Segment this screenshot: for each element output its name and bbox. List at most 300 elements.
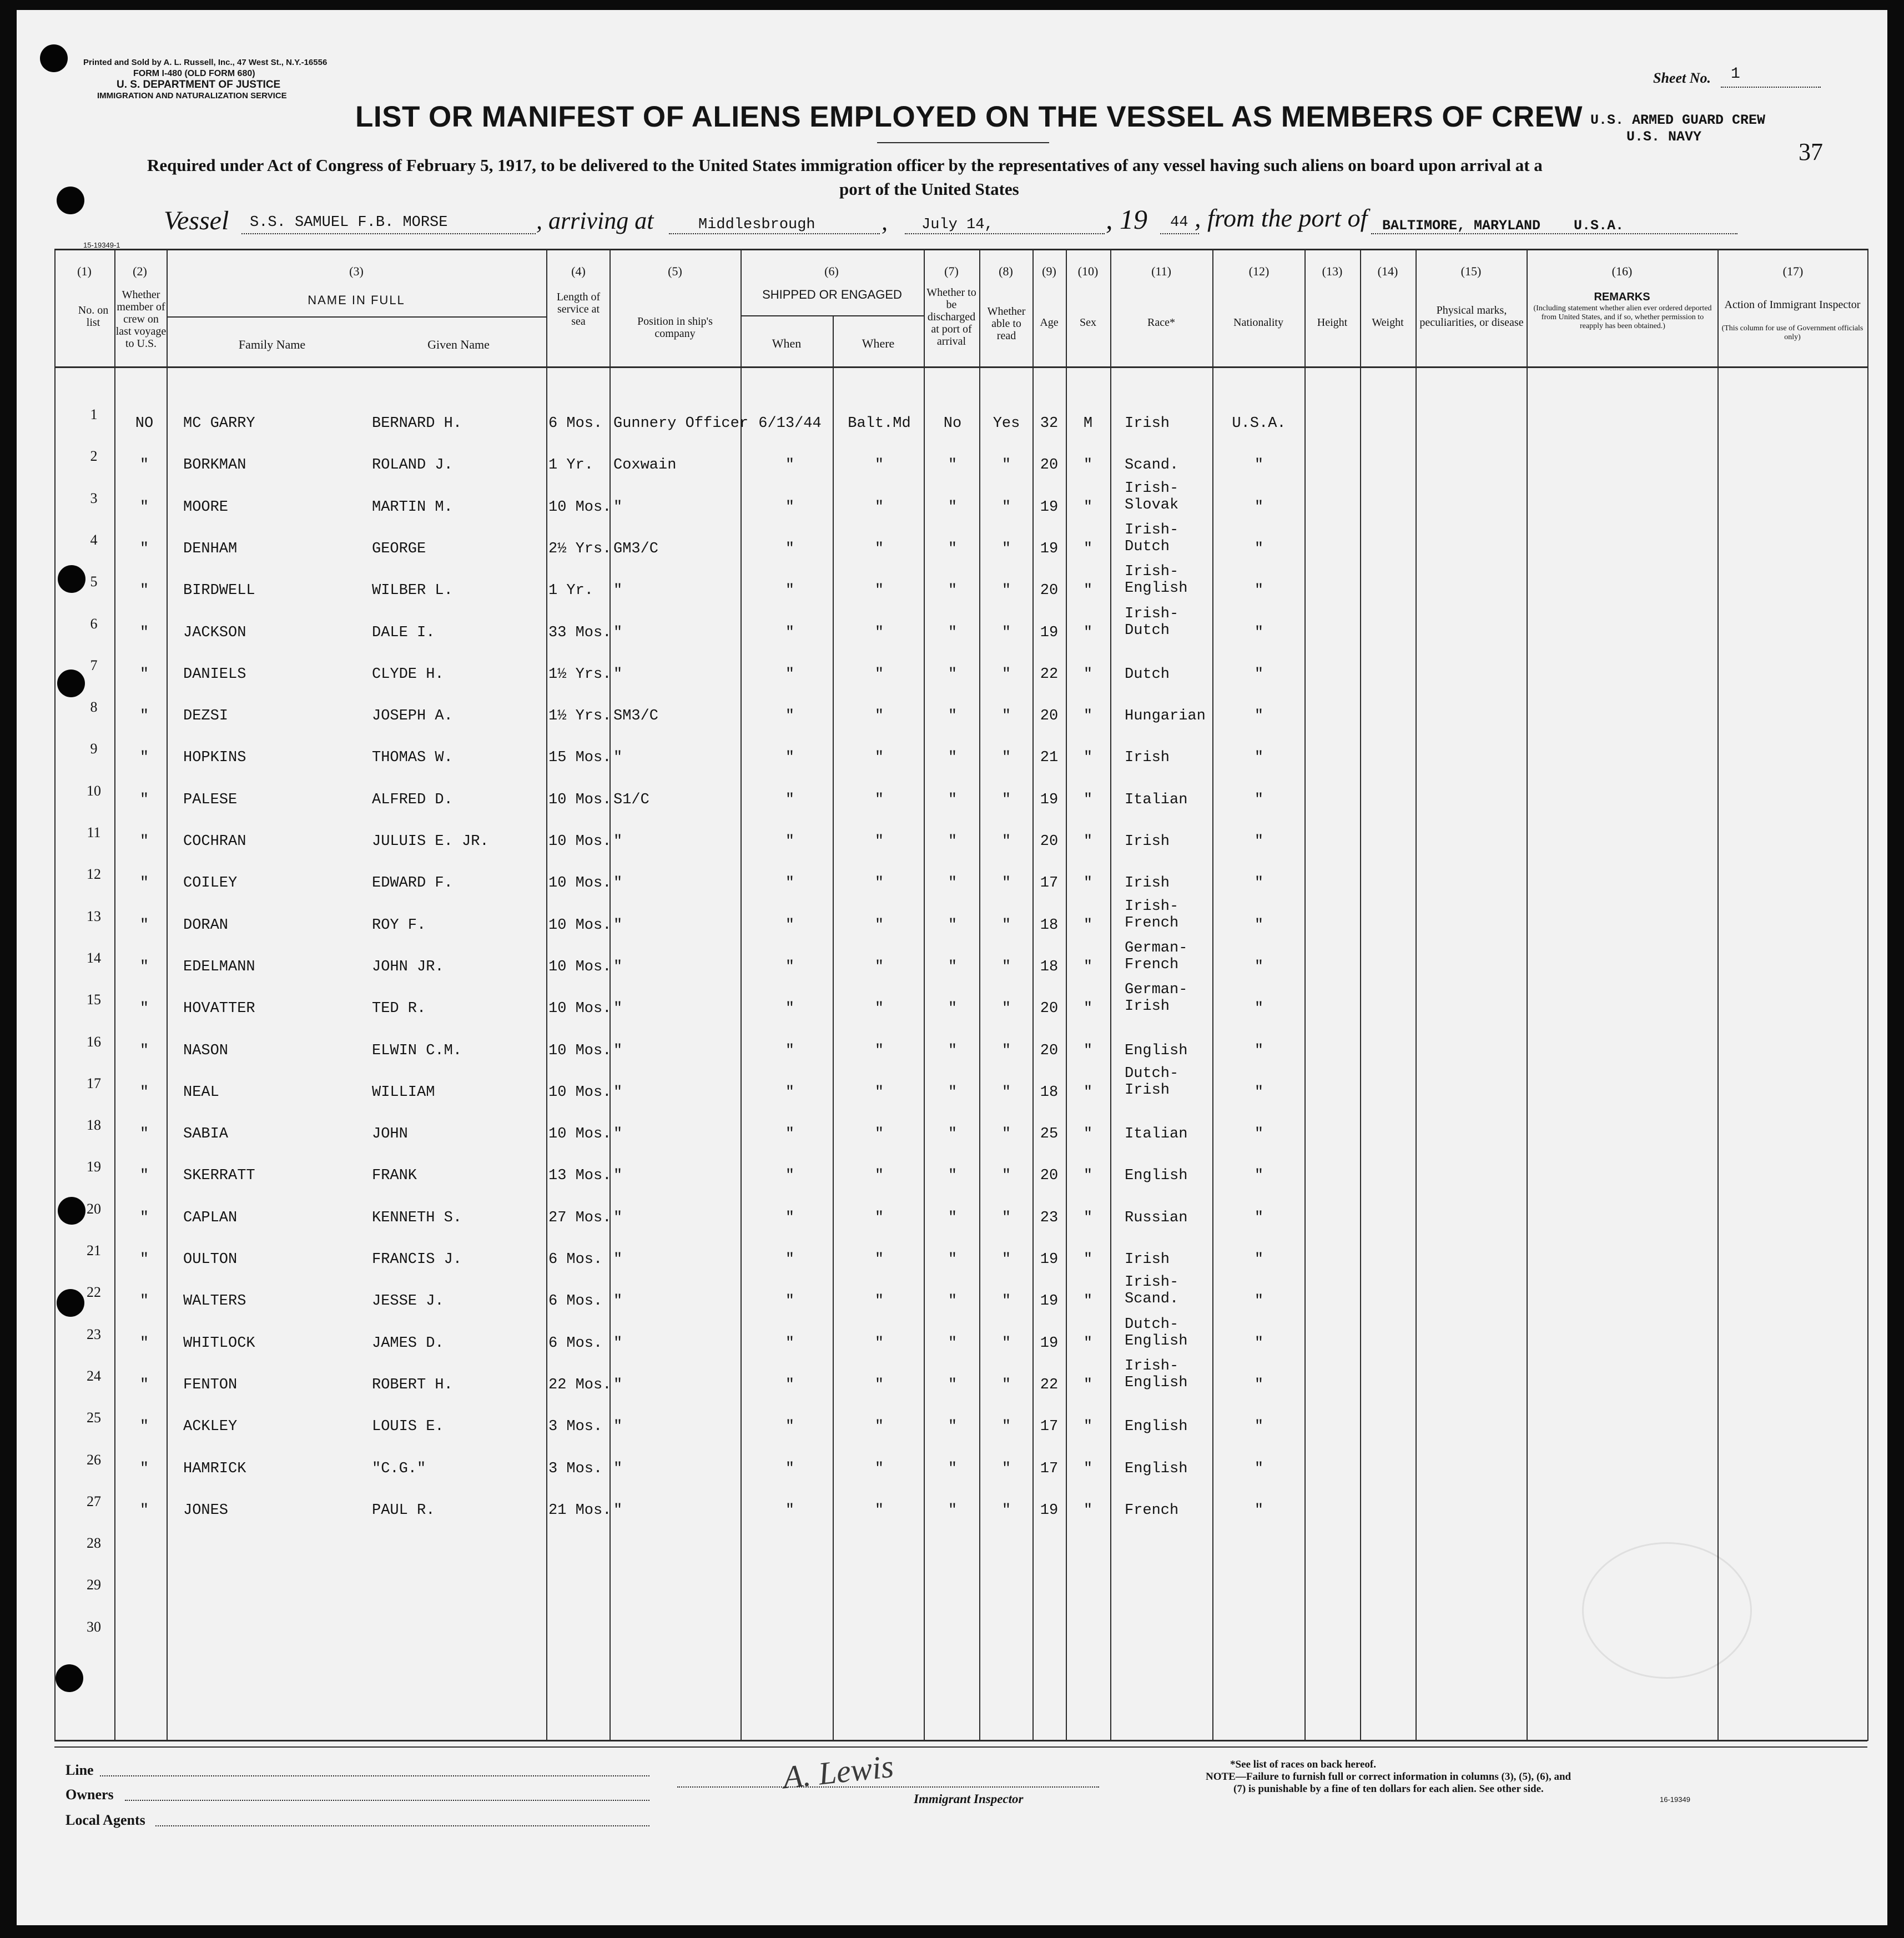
cell-nationality: " <box>1254 625 1264 641</box>
cell-age: 19 <box>1040 541 1059 557</box>
row-number: 10 <box>87 783 101 799</box>
col-16-number: (16) <box>1611 264 1633 278</box>
cell-given: PAUL R. <box>372 1502 435 1519</box>
cell-prev: " <box>139 1000 149 1017</box>
cell-sex: M <box>1083 415 1093 432</box>
cell-nationality: " <box>1254 1293 1264 1310</box>
col-rule <box>546 249 547 1741</box>
cell-given: ROY F. <box>372 917 426 934</box>
cell-sex: " <box>1083 1502 1093 1519</box>
cell-discharged: " <box>948 582 958 599</box>
col-16-label: REMARKS <box>1594 291 1650 303</box>
row-number: 18 <box>87 1117 101 1133</box>
cell-age: 19 <box>1040 1293 1059 1310</box>
cell-read: " <box>1001 1418 1011 1435</box>
cell-race: Irish <box>1125 749 1170 766</box>
cell-discharged: " <box>948 625 958 641</box>
col-13-number: (13) <box>1322 264 1343 278</box>
year-prefix: , 19 <box>1106 204 1147 235</box>
cell-prev: " <box>139 875 149 892</box>
cell-read: " <box>1001 917 1011 934</box>
cell-read: Yes <box>993 415 1020 432</box>
cell-when: " <box>785 1251 795 1268</box>
cell-family: BIRDWELL <box>183 582 255 599</box>
cell-race-line2: French <box>1125 957 1179 973</box>
cell-given: WILLIAM <box>372 1084 435 1101</box>
cell-when: " <box>785 1084 795 1101</box>
cell-prev: " <box>139 666 149 683</box>
cell-position: " <box>613 582 623 599</box>
vessel-name[interactable]: S.S. SAMUEL F.B. MORSE <box>250 214 448 231</box>
cell-race-line2: English <box>1125 1333 1188 1350</box>
year-rule <box>1160 233 1199 234</box>
col-15-label: Physical marks, peculiarities, or disease <box>1419 304 1524 329</box>
cell-prev: " <box>139 541 149 557</box>
cell-position: " <box>613 959 623 975</box>
cell-read: " <box>1001 1210 1011 1226</box>
row-number: 11 <box>87 824 101 840</box>
cell-discharged: " <box>948 1084 958 1101</box>
cell-read: " <box>1001 625 1011 641</box>
cell-race: Irish <box>1125 1251 1170 1268</box>
col-15-number: (15) <box>1460 264 1482 278</box>
cell-sex: " <box>1083 1043 1093 1059</box>
cell-age: 20 <box>1040 457 1059 474</box>
col-17-number: (17) <box>1782 264 1804 278</box>
col-14-label: Weight <box>1372 316 1404 329</box>
cell-where: " <box>874 1502 884 1519</box>
cell-family: MOORE <box>183 499 229 516</box>
punch-hole <box>57 187 84 214</box>
cell-nationality: " <box>1254 708 1264 724</box>
cell-race-line2: English <box>1125 1375 1188 1391</box>
col-7-number: (7) <box>944 264 959 278</box>
cell-age: 21 <box>1040 749 1059 766</box>
cell-given: LOUIS E. <box>372 1418 444 1435</box>
row-number: 16 <box>87 1034 101 1050</box>
cell-family: COILEY <box>183 875 238 892</box>
row-number: 7 <box>90 657 98 673</box>
cell-length: 10 Mos. <box>548 1084 612 1101</box>
row-number: 25 <box>87 1410 101 1426</box>
cell-length: 1½ Yrs. <box>548 666 612 683</box>
cell-read: " <box>1001 666 1011 683</box>
cell-given: ROLAND J. <box>372 457 453 474</box>
cell-sex: " <box>1083 959 1093 975</box>
cell-position: " <box>613 1418 623 1435</box>
cell-position: " <box>613 1167 623 1184</box>
punch-hole <box>40 44 68 72</box>
cell-nationality: " <box>1254 792 1264 808</box>
col-17-label: Action of Immigrant Inspector <box>1724 299 1861 311</box>
cell-family: NEAL <box>183 1084 219 1101</box>
crew-note-line2: U.S. NAVY <box>1626 129 1702 145</box>
col-2-label: Whether member of crew on last voyage to U.S. <box>115 289 167 350</box>
row-number: 21 <box>87 1242 101 1259</box>
cell-sex: " <box>1083 875 1093 892</box>
cell-sex: " <box>1083 499 1093 516</box>
cell-when: " <box>785 875 795 892</box>
cell-given: ALFRED D. <box>372 792 453 808</box>
cell-given: JAMES D. <box>372 1335 444 1352</box>
cell-given: ROBERT H. <box>372 1377 453 1393</box>
cell-age: 23 <box>1040 1210 1059 1226</box>
arriving-label: , arriving at <box>536 207 654 234</box>
cell-family: JONES <box>183 1502 229 1519</box>
col-4-label: Length of service at sea <box>556 291 601 328</box>
cell-length: 10 Mos. <box>548 499 612 516</box>
cell-sex: " <box>1083 1167 1093 1184</box>
cell-nationality: " <box>1254 1084 1264 1101</box>
vessel-label: Vessel <box>164 206 229 235</box>
row-number: 28 <box>87 1535 101 1551</box>
cell-when: " <box>785 1418 795 1435</box>
cell-nationality: " <box>1254 1377 1264 1393</box>
owners-label: Owners <box>66 1786 114 1803</box>
cell-race: Scand. <box>1125 457 1179 474</box>
cell-length: 3 Mos. <box>548 1418 603 1435</box>
title-underline <box>877 142 1049 143</box>
cell-prev: " <box>139 1461 149 1477</box>
cell-prev: " <box>139 1335 149 1352</box>
signature-rule <box>677 1786 1099 1788</box>
cell-position: Gunnery Officer <box>613 415 749 432</box>
cell-family: SKERRATT <box>183 1167 255 1184</box>
cell-race: Russian <box>1125 1210 1188 1226</box>
cell-when: " <box>785 1210 795 1226</box>
cell-given: ELWIN C.M. <box>372 1043 462 1059</box>
cell-age: 18 <box>1040 917 1059 934</box>
cell-family: DEZSI <box>183 708 229 724</box>
cell-read: " <box>1001 1377 1011 1393</box>
cell-length: 1 Yr. <box>548 582 594 599</box>
line-rule <box>100 1775 649 1776</box>
col-rule <box>1527 249 1528 1741</box>
cell-discharged: " <box>948 1335 958 1352</box>
cell-where: " <box>874 1126 884 1142</box>
cell-read: " <box>1001 749 1011 766</box>
cell-discharged: " <box>948 749 958 766</box>
cell-given: KENNETH S. <box>372 1210 462 1226</box>
cell-nationality: " <box>1254 1126 1264 1142</box>
col-rule <box>1867 249 1868 1741</box>
cell-race-line2: Irish <box>1125 1082 1170 1099</box>
cell-discharged: " <box>948 1126 958 1142</box>
cell-read: " <box>1001 457 1011 474</box>
cell-family: FENTON <box>183 1377 238 1393</box>
cell-length: 13 Mos. <box>548 1167 612 1184</box>
cell-age: 20 <box>1040 1043 1059 1059</box>
row-number: 27 <box>87 1493 101 1509</box>
cell-where: " <box>874 666 884 683</box>
cell-family: NASON <box>183 1043 229 1059</box>
row-number: 3 <box>90 490 98 506</box>
table-top-border <box>54 249 1867 250</box>
cell-nationality: " <box>1254 1418 1264 1435</box>
date-comma: , <box>882 208 888 235</box>
cell-race: Irish <box>1125 875 1170 892</box>
cell-discharged: " <box>948 1251 958 1268</box>
cell-family: HAMRICK <box>183 1461 246 1477</box>
cell-where: " <box>874 582 884 599</box>
cell-discharged: " <box>948 792 958 808</box>
cell-sex: " <box>1083 1126 1093 1142</box>
cell-sex: " <box>1083 1418 1093 1435</box>
cell-read: " <box>1001 1000 1011 1017</box>
col-12-label: Nationality <box>1233 316 1283 329</box>
service-name: IMMIGRATION AND NATURALIZATION SERVICE <box>97 91 287 100</box>
cell-prev: NO <box>135 415 154 432</box>
col-rule <box>1717 249 1719 1741</box>
cell-race: Irish- <box>1125 1274 1179 1291</box>
cell-prev: " <box>139 1126 149 1142</box>
cell-where: " <box>874 1043 884 1059</box>
col-1-number: (1) <box>77 264 92 278</box>
cell-prev: " <box>139 457 149 474</box>
cell-where: " <box>874 1210 884 1226</box>
cell-nationality: " <box>1254 499 1264 516</box>
cell-read: " <box>1001 1502 1011 1519</box>
col-rule <box>167 249 168 1741</box>
row-number: 13 <box>87 908 101 924</box>
cell-when: " <box>785 499 795 516</box>
cell-sex: " <box>1083 1000 1093 1017</box>
cell-nationality: " <box>1254 1167 1264 1184</box>
row-number: 12 <box>87 866 101 882</box>
cell-sex: " <box>1083 666 1093 683</box>
cell-discharged: " <box>948 1377 958 1393</box>
cell-prev: " <box>139 1418 149 1435</box>
cell-discharged: " <box>948 959 958 975</box>
cell-discharged: " <box>948 499 958 516</box>
cell-age: 19 <box>1040 792 1059 808</box>
cell-length: 21 Mos. <box>548 1502 612 1519</box>
embossed-seal <box>1582 1542 1752 1679</box>
cell-family: DORAN <box>183 917 229 934</box>
cell-race: Italian <box>1125 792 1188 808</box>
cell-read: " <box>1001 541 1011 557</box>
cell-race: Dutch <box>1125 666 1170 683</box>
cell-race-line2: Slovak <box>1125 497 1179 514</box>
cell-discharged: " <box>948 708 958 724</box>
fine-note-line1: NOTE—Failure to furnish full or correct information in columns (3), (5), (6), and <box>1206 1771 1571 1783</box>
col-1-label: No. on list <box>78 304 109 329</box>
cell-sex: " <box>1083 1377 1093 1393</box>
year-suffix[interactable]: 44 <box>1170 214 1188 231</box>
cell-race-line2: English <box>1125 580 1188 597</box>
cell-family: WHITLOCK <box>183 1335 255 1352</box>
vessel-rule <box>241 233 536 234</box>
cell-family: HOPKINS <box>183 749 246 766</box>
cell-age: 20 <box>1040 708 1059 724</box>
cell-sex: " <box>1083 833 1093 850</box>
printer-imprint: Printed and Sold by A. L. Russell, Inc., 47 West St., N.Y.-16556 <box>83 58 328 67</box>
cell-race: Dutch- <box>1125 1065 1179 1082</box>
col-9-number: (9) <box>1042 264 1056 278</box>
cell-given: JOSEPH A. <box>372 708 453 724</box>
cell-sex: " <box>1083 749 1093 766</box>
row-number: 5 <box>90 573 98 590</box>
when-label: When <box>772 336 802 350</box>
col-10-label: Sex <box>1080 316 1096 329</box>
page-title: LIST OR MANIFEST OF ALIENS EMPLOYED ON THE VESSEL AS MEMBERS OF CREW <box>355 100 1583 133</box>
cell-nationality: " <box>1254 1335 1264 1352</box>
col-rule <box>1110 249 1111 1741</box>
sheet-number[interactable]: 1 <box>1731 66 1740 83</box>
cell-discharged: " <box>948 1043 958 1059</box>
cell-prev: " <box>139 582 149 599</box>
cell-nationality: " <box>1254 749 1264 766</box>
cell-discharged: " <box>948 875 958 892</box>
cell-length: 10 Mos. <box>548 833 612 850</box>
cell-position: " <box>613 1461 623 1477</box>
row-number: 26 <box>87 1452 101 1468</box>
cell-read: " <box>1001 1167 1011 1184</box>
cell-position: " <box>613 1335 623 1352</box>
departure-port[interactable]: BALTIMORE, MARYLAND U.S.A. <box>1382 218 1624 234</box>
cell-read: " <box>1001 708 1011 724</box>
cell-age: 19 <box>1040 499 1059 516</box>
cell-when: " <box>785 1461 795 1477</box>
cell-where: " <box>874 1418 884 1435</box>
arrival-date[interactable]: July 14, <box>921 217 994 233</box>
col-rule <box>1304 249 1306 1741</box>
cell-position: " <box>613 1126 623 1142</box>
cell-family: PALESE <box>183 792 238 808</box>
cell-read: " <box>1001 875 1011 892</box>
cell-read: " <box>1001 1293 1011 1310</box>
cell-age: 22 <box>1040 666 1059 683</box>
col-6-label: SHIPPED OR ENGAGED <box>762 288 902 301</box>
cell-when: " <box>785 792 795 808</box>
cell-discharged: " <box>948 1000 958 1017</box>
from-port-label: , from the port of <box>1195 204 1368 232</box>
fine-note-line2: (7) is punishable by a fine of ten dollars for each alien. See other side. <box>1233 1783 1544 1795</box>
cell-nationality: U.S.A. <box>1232 415 1286 432</box>
col-rule <box>1416 249 1417 1741</box>
cell-nationality: " <box>1254 541 1264 557</box>
name-header-divider <box>167 316 546 318</box>
cell-where: " <box>874 959 884 975</box>
cell-when: " <box>785 1126 795 1142</box>
cell-nationality: " <box>1254 1210 1264 1226</box>
cell-position: " <box>613 833 623 850</box>
owners-rule <box>125 1800 649 1801</box>
row-number: 19 <box>87 1159 101 1175</box>
cell-family: COCHRAN <box>183 833 246 850</box>
cell-age: 25 <box>1040 1126 1059 1142</box>
cell-prev: " <box>139 792 149 808</box>
cell-race-line2: Dutch <box>1125 538 1170 555</box>
cell-race: Irish- <box>1125 898 1179 915</box>
cell-discharged: " <box>948 1418 958 1435</box>
cell-read: " <box>1001 1461 1011 1477</box>
cell-age: 19 <box>1040 625 1059 641</box>
col-13-label: Height <box>1317 316 1348 329</box>
cell-length: 10 Mos. <box>548 959 612 975</box>
cell-prev: " <box>139 1167 149 1184</box>
cell-when: 6/13/44 <box>758 415 822 432</box>
cell-discharged: " <box>948 666 958 683</box>
cell-position: " <box>613 1502 623 1519</box>
cell-sex: " <box>1083 1461 1093 1477</box>
cell-when: " <box>785 541 795 557</box>
col-rule <box>1360 249 1361 1741</box>
cell-nationality: " <box>1254 1000 1264 1017</box>
cell-read: " <box>1001 1335 1011 1352</box>
agents-label: Local Agents <box>66 1812 145 1828</box>
cell-position: " <box>613 1251 623 1268</box>
cell-position: " <box>613 1210 623 1226</box>
cell-given: MARTIN M. <box>372 499 453 516</box>
cell-when: " <box>785 917 795 934</box>
cell-race: Hungarian <box>1125 708 1206 724</box>
cell-nationality: " <box>1254 875 1264 892</box>
agents-rule <box>155 1825 649 1826</box>
cell-when: " <box>785 1000 795 1017</box>
row-number: 30 <box>87 1619 101 1635</box>
cell-position: " <box>613 1000 623 1017</box>
cell-length: 1½ Yrs. <box>548 708 612 724</box>
cell-discharged: " <box>948 1210 958 1226</box>
cell-age: 19 <box>1040 1251 1059 1268</box>
row-number: 4 <box>90 532 98 548</box>
row-number: 22 <box>87 1284 101 1300</box>
cell-length: 15 Mos. <box>548 749 612 766</box>
row-number: 15 <box>87 991 101 1008</box>
cell-family: HOVATTER <box>183 1000 255 1017</box>
cell-race: Italian <box>1125 1126 1188 1142</box>
cell-prev: " <box>139 1210 149 1226</box>
cell-nationality: " <box>1254 457 1264 474</box>
cell-position: " <box>613 917 623 934</box>
cell-age: 17 <box>1040 875 1059 892</box>
cell-prev: " <box>139 1502 149 1519</box>
cell-nationality: " <box>1254 917 1264 934</box>
cell-when: " <box>785 1167 795 1184</box>
col-8-number: (8) <box>999 264 1013 278</box>
given-name-label: Given Name <box>427 338 490 351</box>
cell-prev: " <box>139 1377 149 1393</box>
cell-race: German- <box>1125 981 1188 998</box>
cell-given: BERNARD H. <box>372 415 462 432</box>
col-9-label: Age <box>1040 316 1059 329</box>
header-bottom-border <box>54 366 1867 368</box>
cell-length: 10 Mos. <box>548 1043 612 1059</box>
cell-position: GM3/C <box>613 541 659 557</box>
cell-prev: " <box>139 499 149 516</box>
col-3-label: NAME IN FULL <box>308 293 405 307</box>
cell-when: " <box>785 1502 795 1519</box>
cell-given: EDWARD F. <box>372 875 453 892</box>
cell-discharged: " <box>948 457 958 474</box>
cell-given: WILBER L. <box>372 582 453 599</box>
cell-nationality: " <box>1254 833 1264 850</box>
cell-family: DANIELS <box>183 666 246 683</box>
col-16-sublabel: (Including statement whether alien ever ordered deported from United States, and if so, whether permission to reapply has been obtained.) <box>1533 304 1712 330</box>
col-rule <box>833 315 834 1741</box>
arriving-port[interactable]: Middlesbrough <box>698 217 815 233</box>
cell-race: Irish <box>1125 415 1170 432</box>
cell-length: 10 Mos. <box>548 1126 612 1142</box>
cell-given: JULUIS E. JR. <box>372 833 489 850</box>
cell-race: Irish <box>1125 833 1170 850</box>
cell-sex: " <box>1083 541 1093 557</box>
col-6-number: (6) <box>824 264 839 278</box>
cell-position: S1/C <box>613 792 649 808</box>
department-name: U. S. DEPARTMENT OF JUSTICE <box>117 79 281 90</box>
cell-where: " <box>874 541 884 557</box>
